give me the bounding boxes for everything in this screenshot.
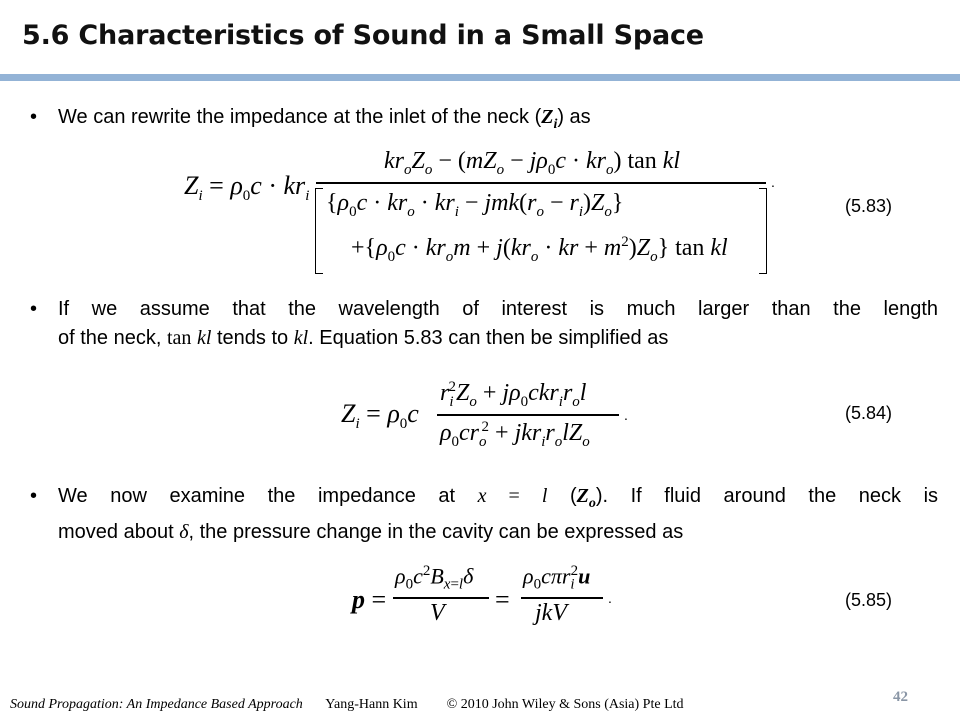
eq-584-numerator: $r_i^2Z_o + j\rho_0ckr_ir_ol$ (440, 379, 587, 410)
eq-585-frac1-den: V (430, 600, 445, 626)
footer-book-title: Sound Propagation: An Impedance Based Approach (10, 697, 303, 712)
eq-583-numerator: $kr_oZ_o - (mZ_o - j\rho_0c \cdot kr_o)$ tan kl (384, 148, 681, 178)
eq-585-fraction-line-1 (393, 597, 489, 599)
eq-585-fraction-line-2 (521, 597, 603, 599)
page-title: 5.6 Characteristics of Sound in a Small Space (22, 20, 704, 51)
eq-583-left-bracket (315, 188, 323, 274)
equation-number-5-83: (5.83) (845, 196, 893, 216)
equation-number-5-85: (5.85) (845, 590, 893, 610)
eq-583-lhs: $Z_i = \rho_0c \cdot kr_i$ (184, 171, 310, 205)
equation-number-5-84: (5.84) (845, 403, 893, 423)
page-number: 42 (893, 689, 908, 705)
eq-583-den-line1: $\{\rho_0c \cdot kr_o \cdot kr_i - jmk(r_o - r_i)Z_o\}$ (326, 190, 624, 220)
bullet-dot: • (30, 298, 38, 320)
footer-copyright: © 2010 John Wiley & Sons (Asia) Pte Ltd (446, 697, 684, 712)
bullet-2-text: If we assume that the wavelength of interest is much larger than the length of the neck, tan kl tends to kl. Equation 5.83 can then be simplified as (58, 298, 938, 349)
title-underline (0, 74, 960, 81)
bullet-1-text: We can rewrite the impedance at the inlet of the neck $(Z_i)$ as (58, 106, 591, 132)
eq-585-lhs: p = (352, 585, 387, 614)
bullet-3-text: We now examine the impedance at x = l $(Z_o)$. If fluid around the neck is moved about δ, the pressure change in the cavity can be expressed as (58, 485, 939, 543)
eq-584-fraction-line (437, 414, 619, 416)
eq-584-denominator: $\rho_0cr_o^2 + jkr_ir_olZ_o$ (440, 419, 590, 450)
eq-585-frac1-num: $\rho_0c^2B_{x=l}\delta$ (395, 563, 474, 593)
bullet-dot: • (30, 485, 38, 507)
eq-583-fraction-line (316, 182, 766, 184)
footer-author: Yang-Hann Kim (325, 697, 418, 712)
eq-583-den-line2: $+\{\rho_0c \cdot kr_om + j(kr_o$ · kr + $m^2)Z_o$} tan kl (351, 234, 728, 265)
footer (10, 697, 684, 713)
eq-585-frac2-den: jkV (535, 600, 567, 626)
eq-585-frac2-num: $\rho_0c\pi r_i^2u$ (523, 563, 591, 593)
eq-583-right-bracket (759, 188, 767, 274)
eq-584-lhs: $Z_i = \rho_0c$ (341, 399, 419, 433)
bullet-dot: • (30, 106, 38, 128)
